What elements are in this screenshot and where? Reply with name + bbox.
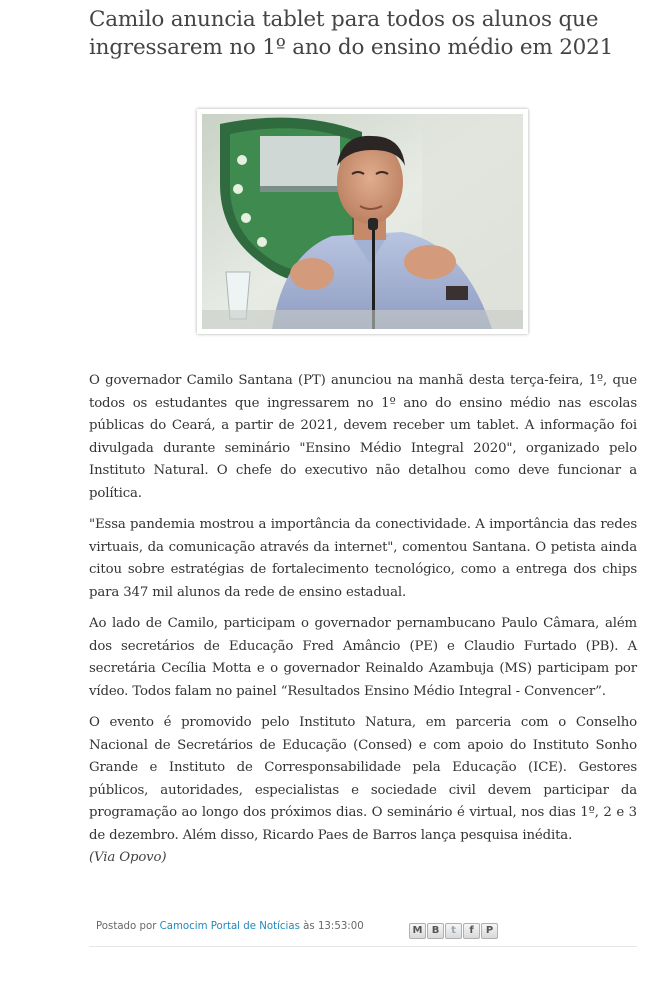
at-label: às <box>303 921 315 932</box>
source-credit: (Via Opovo) <box>89 850 167 865</box>
blogthis-icon[interactable]: B <box>427 923 444 939</box>
email-icon[interactable]: M <box>409 923 426 939</box>
post-title: Camilo anuncia tablet para todos os alunos que ingressarem no 1º ano do ensino médio em 2021 <box>89 7 614 60</box>
blog-post <box>89 0 637 936</box>
post-body <box>89 370 637 879</box>
governor-speaking-photo <box>202 114 523 329</box>
post-timestamp-link[interactable]: 13:53:00 <box>317 921 364 932</box>
author-link[interactable]: Camocim Portal de Notícias <box>159 921 300 932</box>
post-paragraph: "Essa pandemia mostrou a importância da conectividade. A importância das redes virtuais, da comunicação através da internet", comentou Santana. O petista ainda citou sobre estratégias de fortalecimento tecnológico, como a entrega dos chips para 347 mil alunos da rede de ensino estadual. <box>89 517 637 600</box>
post-photo[interactable] <box>197 109 528 334</box>
post-paragraph: O governador Camilo Santana (PT) anunciou na manhã desta terça-feira, 1º, que todos os estudantes que ingressarem no 1º ano do ensino médio nas escolas públicas do Ceará, a partir de 2021, devem receber um tablet. A informação foi divulgada durante seminário "Ensino Médio Integral 2020", organizado pelo Instituto Natural. O chefe do executivo não detalhou como deve funcionar a política. <box>89 373 637 501</box>
twitter-icon[interactable]: t <box>445 923 462 939</box>
post-paragraph <box>89 712 637 870</box>
posted-by-label: Postado por <box>96 921 157 932</box>
post-paragraph-text: O evento é promovido pelo Instituto Natura, em parceria com o Conselho Nacional de Secretários de Educação (Consed) e com apoio do Instituto Sonho Grande e Instituto de Corresponsabilidade pela Educação (ICE). Gestores públicos, autoridades, especialistas e sociedade civil devem participar da programação ao longo dos próximos dias. O seminário é virtual, nos dias 1º, 2 e 3 de dezembro. Além disso, Ricardo Paes de Barros lança pesquisa inédita. <box>89 715 637 843</box>
post-paragraph: Ao lado de Camilo, participam o governador pernambucano Paulo Câmara, além dos secretários de Educação Fred Amâncio (PE) e Claudio Furtado (PB). A secretária Cecília Motta e o governador Reinaldo Azambuja (MS) participam por vídeo. Todos falam no painel “Resultados Ensino Médio Integral - Convencer”. <box>89 616 637 699</box>
post-divider <box>89 946 637 947</box>
facebook-icon[interactable]: f <box>463 923 480 939</box>
pinterest-icon[interactable]: P <box>481 923 498 939</box>
post-footer <box>96 919 637 935</box>
share-buttons <box>409 923 498 939</box>
